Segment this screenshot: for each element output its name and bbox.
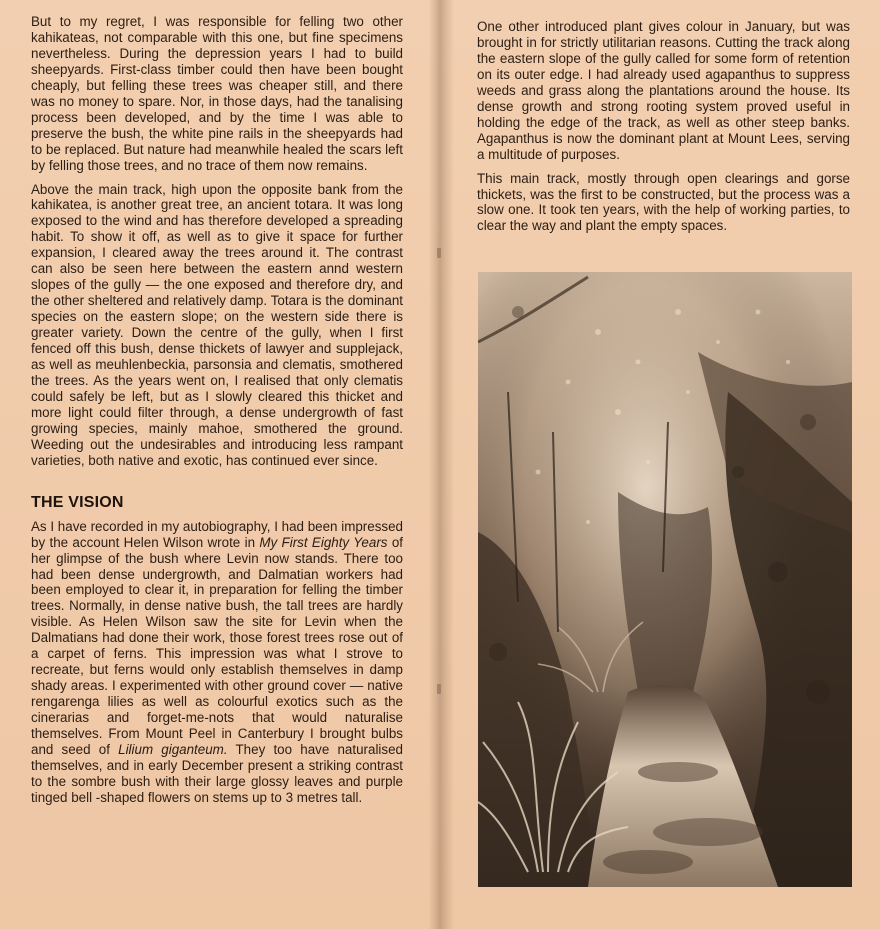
paragraph-totara: Above the main track, high upon the opposite bank from the kahikatea, is another great tree, an ancient totara. It was long exposed to the wind and has therefore developed a spreading habit. To show it off, as well as to give it space for further expansion, I cleared away the trees around it. The contrast can also be seen here between the eastern annd western slopes of the gully — the one exposed and therefore dry, and the other sheltered and relatively damp. Totara is the dominant species on the eastern slope; on the western side there is greater variety. Down the centre of the gully, when I first fenced off this bush, dense thickets of lawyer and supplejack, as well as meuhlenbeckia, parsonsia and clematis, smothered the trees. As the years went on, I realised that only clematis could safely be left, but as I slowly cleared this thicket and more light could filter through, a dense undergrowth of fast growing species, mainly mahoe, smothered the ground. Weeding out the undesirables and introducing less rampant varieties, both native and exotic, has continued ever since.: [31, 181, 403, 468]
section-heading-vision: THE VISION: [31, 493, 124, 511]
book-title: My First Eighty Years: [259, 534, 388, 550]
paragraph-vision: [31, 519, 403, 806]
species-name: Lilium giganteum.: [118, 741, 228, 757]
left-page: [0, 0, 437, 929]
vision-text-part-2: of her glimpse of the bush where Levin now stands. There too had been dense undergrowth, and Dalmatian workers had been employed to clear it, in preparation for felling the timber trees. Normally, in dense native bush, the tall trees are hardly visible. As Helen Wilson saw the site for Levin when the Dalmatians had done their work, those forest trees rose out of a carpet of ferns. This impression was what I strove to recreate, but ferns would only establish themselves in damp shady areas. I experimented with other ground cover — native rengarenga lilies as well as colourful exotics such as the cinerarias and forget-me-nots that would naturalise themselves. From Mount Peel in Canterbury I brought bulbs and seed of: [31, 534, 403, 757]
photo-track-shadow: [653, 818, 763, 846]
vision-text-part-1: As I have recorded in my autobiography, I had been impressed by the account Helen Wilson wrote in: [31, 518, 403, 550]
vision-text-part-3: They too have naturalised themselves, and in early December present a striking contrast to the sombre bush with their large glossy leaves and purple tinged bell -shaped flowers on stems up to 3 metres tall.: [31, 741, 403, 805]
paragraph-sheepyards: But to my regret, I was responsible for felling two other kahikateas, not comparable with this one, but fine specimens nevertheless. During the depression years I had to build sheepyards. First-class timber could then have been bought cheaply, but felling these trees was cheaper still, and there was no money to spare. Nor, in those days, had the tanalising process been developed, and by the time I was able to preserve the bush, the white pine rails in the sheepyards had to be replaced. But nature had meanwhile healed the scars left by felling those trees, and no trace of them now remains.: [31, 14, 403, 173]
left-text-column: [31, 14, 403, 814]
photo-track-shadow: [603, 850, 693, 874]
photo-track-shadow: [638, 762, 718, 782]
right-text-column: [477, 19, 850, 242]
bush-track-photograph: [478, 272, 852, 887]
right-page: [441, 0, 880, 929]
paragraph-main-track: This main track, mostly through open clearings and gorse thickets, was the first to be constructed, but the process was a slow one. It took ten years, with the help of working parties, to clear the way and plant the empty spaces.: [477, 170, 850, 234]
paragraph-agapanthus: One other introduced plant gives colour in January, but was brought in for strictly utilitarian reasons. Cutting the track along the eastern slope of the gully called for some form of retention on its outer edge. I had already used agapanthus to suppress weeds and grass along the plantations around the house. Its dense growth and strong rooting system proved useful in holding the edge of the track, as well as other steep banks. Agapanthus is now the dominant plant at Mount Lees, serving a multitude of purposes.: [477, 19, 850, 162]
